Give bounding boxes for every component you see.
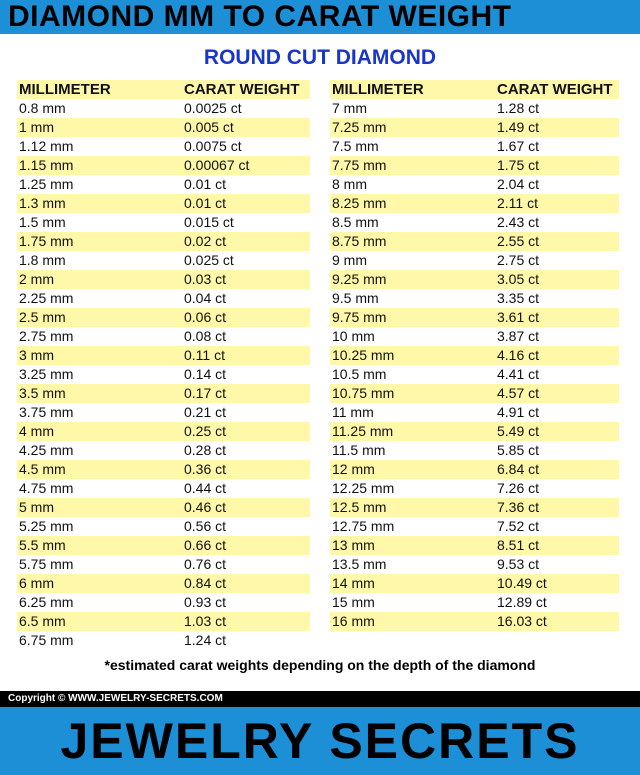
millimeter-header: MILLIMETER — [17, 80, 182, 99]
mm-cell: 9.75 mm — [330, 308, 495, 327]
table-row — [330, 232, 619, 251]
copyright-bar — [0, 691, 640, 707]
table-row — [330, 612, 619, 631]
mm-cell: 8.5 mm — [332, 214, 379, 230]
table-row — [330, 536, 619, 555]
carat-cell: 0.08 ct — [184, 328, 227, 344]
carat-cell: 9.53 ct — [497, 556, 540, 572]
carat-cell: 0.21 ct — [184, 404, 227, 420]
table-row — [330, 479, 619, 498]
table-row — [330, 384, 619, 403]
mm-cell: 8.25 mm — [330, 194, 495, 213]
table-row — [17, 289, 310, 308]
table-row — [330, 346, 619, 365]
table-row — [330, 175, 619, 194]
carat-cell: 1.24 ct — [184, 632, 227, 648]
table-row — [330, 137, 619, 156]
table-row — [330, 194, 619, 213]
mm-cell: 3.75 mm — [19, 404, 74, 420]
mm-cell: 1.25 mm — [19, 176, 74, 192]
table-row — [17, 137, 310, 156]
mm-cell: 6.75 mm — [19, 632, 74, 648]
mm-cell: 16 mm — [330, 612, 495, 631]
carat-cell: 0.28 ct — [184, 442, 227, 458]
table-row — [330, 403, 619, 422]
carat-cell: 5.85 ct — [497, 442, 540, 458]
table-row — [330, 99, 619, 118]
table-row — [17, 346, 310, 365]
table-row — [330, 270, 619, 289]
table-row — [17, 232, 310, 251]
table-row — [17, 365, 310, 384]
mm-cell: 7.75 mm — [330, 156, 495, 175]
mm-cell: 11.5 mm — [332, 442, 386, 458]
mm-cell: 15 mm — [332, 594, 375, 610]
table-row — [330, 517, 619, 536]
table-row — [17, 99, 310, 118]
mm-cell: 6.5 mm — [17, 612, 182, 631]
carat-cell: 0.36 ct — [182, 460, 310, 479]
mm-cell: 9.5 mm — [332, 290, 379, 306]
carat-cell: 1.28 ct — [497, 100, 540, 116]
carat-cell: 3.05 ct — [495, 270, 619, 289]
table-row — [17, 403, 310, 422]
table-row — [330, 289, 619, 308]
top-banner — [0, 0, 640, 34]
table-row — [330, 213, 619, 232]
carat-cell: 2.75 ct — [497, 252, 540, 268]
carat-cell: 0.66 ct — [182, 536, 310, 555]
mm-cell: 10 mm — [332, 328, 375, 344]
table-row — [17, 612, 310, 631]
table-row — [330, 308, 619, 327]
carat-cell: 3.35 ct — [497, 290, 540, 306]
table-row — [17, 517, 310, 536]
table-header-row — [330, 80, 619, 99]
carat-cell: 0.02 ct — [182, 232, 310, 251]
table-row — [17, 441, 310, 460]
mm-cell: 8 mm — [332, 176, 367, 192]
mm-cell: 3.5 mm — [17, 384, 182, 403]
carat-weight-header: CARAT WEIGHT — [495, 80, 619, 99]
carat-cell: 7.36 ct — [495, 498, 619, 517]
carat-cell: 2.04 ct — [497, 176, 540, 192]
carat-cell: 8.51 ct — [495, 536, 619, 555]
mm-cell: 5.5 mm — [17, 536, 182, 555]
mm-cell: 1.3 mm — [17, 194, 182, 213]
carat-cell: 0.025 ct — [184, 252, 234, 268]
carat-cell: 0.56 ct — [184, 518, 227, 534]
carat-cell: 1.67 ct — [497, 138, 540, 154]
table-row — [17, 593, 310, 612]
mm-cell: 4.75 mm — [19, 480, 74, 496]
mm-cell: 13.5 mm — [332, 556, 387, 572]
table-row — [17, 574, 310, 593]
table-row — [17, 479, 310, 498]
mm-cell: 12.5 mm — [330, 498, 495, 517]
carat-cell: 0.06 ct — [182, 308, 310, 327]
table-row — [330, 574, 619, 593]
carat-cell: 0.17 ct — [182, 384, 310, 403]
table-row — [17, 194, 310, 213]
carat-cell: 0.015 ct — [184, 214, 234, 230]
mm-cell: 6 mm — [17, 574, 182, 593]
millimeter-header: MILLIMETER — [330, 80, 495, 99]
carat-cell: 0.01 ct — [182, 194, 310, 213]
carat-cell: 0.11 ct — [182, 346, 310, 365]
carat-cell: 0.46 ct — [182, 498, 310, 517]
table-row — [330, 156, 619, 175]
table-row — [17, 213, 310, 232]
carat-cell: 0.03 ct — [182, 270, 310, 289]
bottom-banner — [0, 707, 640, 775]
mm-cell: 7.5 mm — [332, 138, 379, 154]
mm-cell: 13 mm — [330, 536, 495, 555]
table-row — [330, 498, 619, 517]
table-row — [330, 460, 619, 479]
carat-cell: 2.55 ct — [495, 232, 619, 251]
brand-logo-text: JEWELRY SECRETS — [60, 713, 580, 769]
footnote: *estimated carat weights depending on the depth of the diamond — [104, 657, 536, 673]
carat-cell: 4.41 ct — [497, 366, 540, 382]
mm-cell: 11.25 mm — [330, 422, 495, 441]
mm-cell: 1.15 mm — [17, 156, 182, 175]
carat-cell: 0.00067 ct — [182, 156, 310, 175]
carat-cell: 7.52 ct — [497, 518, 540, 534]
mm-cell: 12.75 mm — [332, 518, 395, 534]
mm-cell: 8.75 mm — [330, 232, 495, 251]
right-conversion-table — [330, 80, 619, 631]
mm-cell: 7.25 mm — [330, 118, 495, 137]
carat-cell: 0.01 ct — [184, 176, 227, 192]
table-row — [17, 384, 310, 403]
table-row — [17, 460, 310, 479]
table-row — [17, 536, 310, 555]
carat-cell: 0.005 ct — [182, 118, 310, 137]
carat-cell: 4.57 ct — [495, 384, 619, 403]
carat-cell: 10.49 ct — [495, 574, 619, 593]
table-row — [17, 308, 310, 327]
mm-cell: 1.8 mm — [19, 252, 66, 268]
carat-cell: 1.75 ct — [495, 156, 619, 175]
mm-cell: 4.25 mm — [19, 442, 74, 458]
table-row — [330, 251, 619, 270]
table-header-row — [17, 80, 310, 99]
carat-cell: 2.11 ct — [495, 194, 619, 213]
carat-cell: 0.25 ct — [182, 422, 310, 441]
left-table-body — [17, 99, 310, 650]
left-conversion-table — [17, 80, 310, 650]
table-row — [17, 270, 310, 289]
mm-cell: 9 mm — [332, 252, 367, 268]
table-row — [330, 441, 619, 460]
table-row — [330, 555, 619, 574]
table-row — [17, 175, 310, 194]
mm-cell: 2 mm — [17, 270, 182, 289]
carat-cell: 7.26 ct — [497, 480, 540, 496]
carat-weight-header: CARAT WEIGHT — [182, 80, 310, 99]
carat-cell: 0.0075 ct — [184, 138, 242, 154]
right-table-body — [330, 99, 619, 631]
mm-cell: 10.75 mm — [330, 384, 495, 403]
table-row — [330, 327, 619, 346]
mm-cell: 4 mm — [17, 422, 182, 441]
carat-cell: 0.84 ct — [182, 574, 310, 593]
table-row — [17, 327, 310, 346]
mm-cell: 10.5 mm — [332, 366, 387, 382]
carat-cell: 4.16 ct — [495, 346, 619, 365]
carat-cell: 0.0025 ct — [184, 100, 242, 116]
table-row — [17, 555, 310, 574]
table-row — [17, 631, 310, 650]
mm-cell: 5.75 mm — [19, 556, 74, 572]
table-row — [330, 365, 619, 384]
mm-cell: 3 mm — [17, 346, 182, 365]
carat-cell: 16.03 ct — [495, 612, 619, 631]
table-row — [17, 118, 310, 137]
carat-cell: 1.03 ct — [182, 612, 310, 631]
mm-cell: 2.25 mm — [19, 290, 74, 306]
table-subtitle: ROUND CUT DIAMOND — [203, 46, 437, 69]
carat-cell: 0.93 ct — [184, 594, 227, 610]
mm-cell: 11 mm — [332, 404, 374, 420]
table-row — [330, 422, 619, 441]
mm-cell: 1.12 mm — [19, 138, 74, 154]
carat-cell: 3.61 ct — [495, 308, 619, 327]
table-row — [17, 422, 310, 441]
carat-cell: 2.43 ct — [497, 214, 540, 230]
table-row — [330, 118, 619, 137]
mm-cell: 0.8 mm — [19, 100, 66, 116]
mm-cell: 5.25 mm — [19, 518, 74, 534]
mm-cell: 1 mm — [17, 118, 182, 137]
carat-cell: 0.44 ct — [184, 480, 227, 496]
mm-cell: 6.25 mm — [19, 594, 74, 610]
carat-cell: 0.14 ct — [184, 366, 227, 382]
table-row — [330, 593, 619, 612]
mm-cell: 10.25 mm — [330, 346, 495, 365]
carat-cell: 12.89 ct — [497, 594, 547, 610]
mm-cell: 12 mm — [330, 460, 495, 479]
carat-cell: 0.04 ct — [184, 290, 227, 306]
mm-cell: 14 mm — [330, 574, 495, 593]
mm-cell: 3.25 mm — [19, 366, 74, 382]
copyright-text: Copyright © WWW.JEWELRY-SECRETS.COM — [8, 693, 223, 704]
carat-cell: 5.49 ct — [495, 422, 619, 441]
carat-cell: 6.84 ct — [495, 460, 619, 479]
mm-cell: 12.25 mm — [332, 480, 395, 496]
carat-cell: 3.87 ct — [497, 328, 540, 344]
table-row — [17, 156, 310, 175]
mm-cell: 5 mm — [17, 498, 182, 517]
mm-cell: 7 mm — [332, 100, 367, 116]
table-row — [17, 251, 310, 270]
mm-cell: 1.5 mm — [19, 214, 66, 230]
carat-cell: 1.49 ct — [495, 118, 619, 137]
mm-cell: 2.75 mm — [19, 328, 74, 344]
mm-cell: 4.5 mm — [17, 460, 182, 479]
carat-cell: 4.91 ct — [497, 404, 540, 420]
mm-cell: 1.75 mm — [17, 232, 182, 251]
mm-cell: 2.5 mm — [17, 308, 182, 327]
table-row — [17, 498, 310, 517]
mm-cell: 9.25 mm — [330, 270, 495, 289]
page-title: DIAMOND MM TO CARAT WEIGHT — [8, 0, 512, 33]
carat-cell: 0.76 ct — [184, 556, 227, 572]
